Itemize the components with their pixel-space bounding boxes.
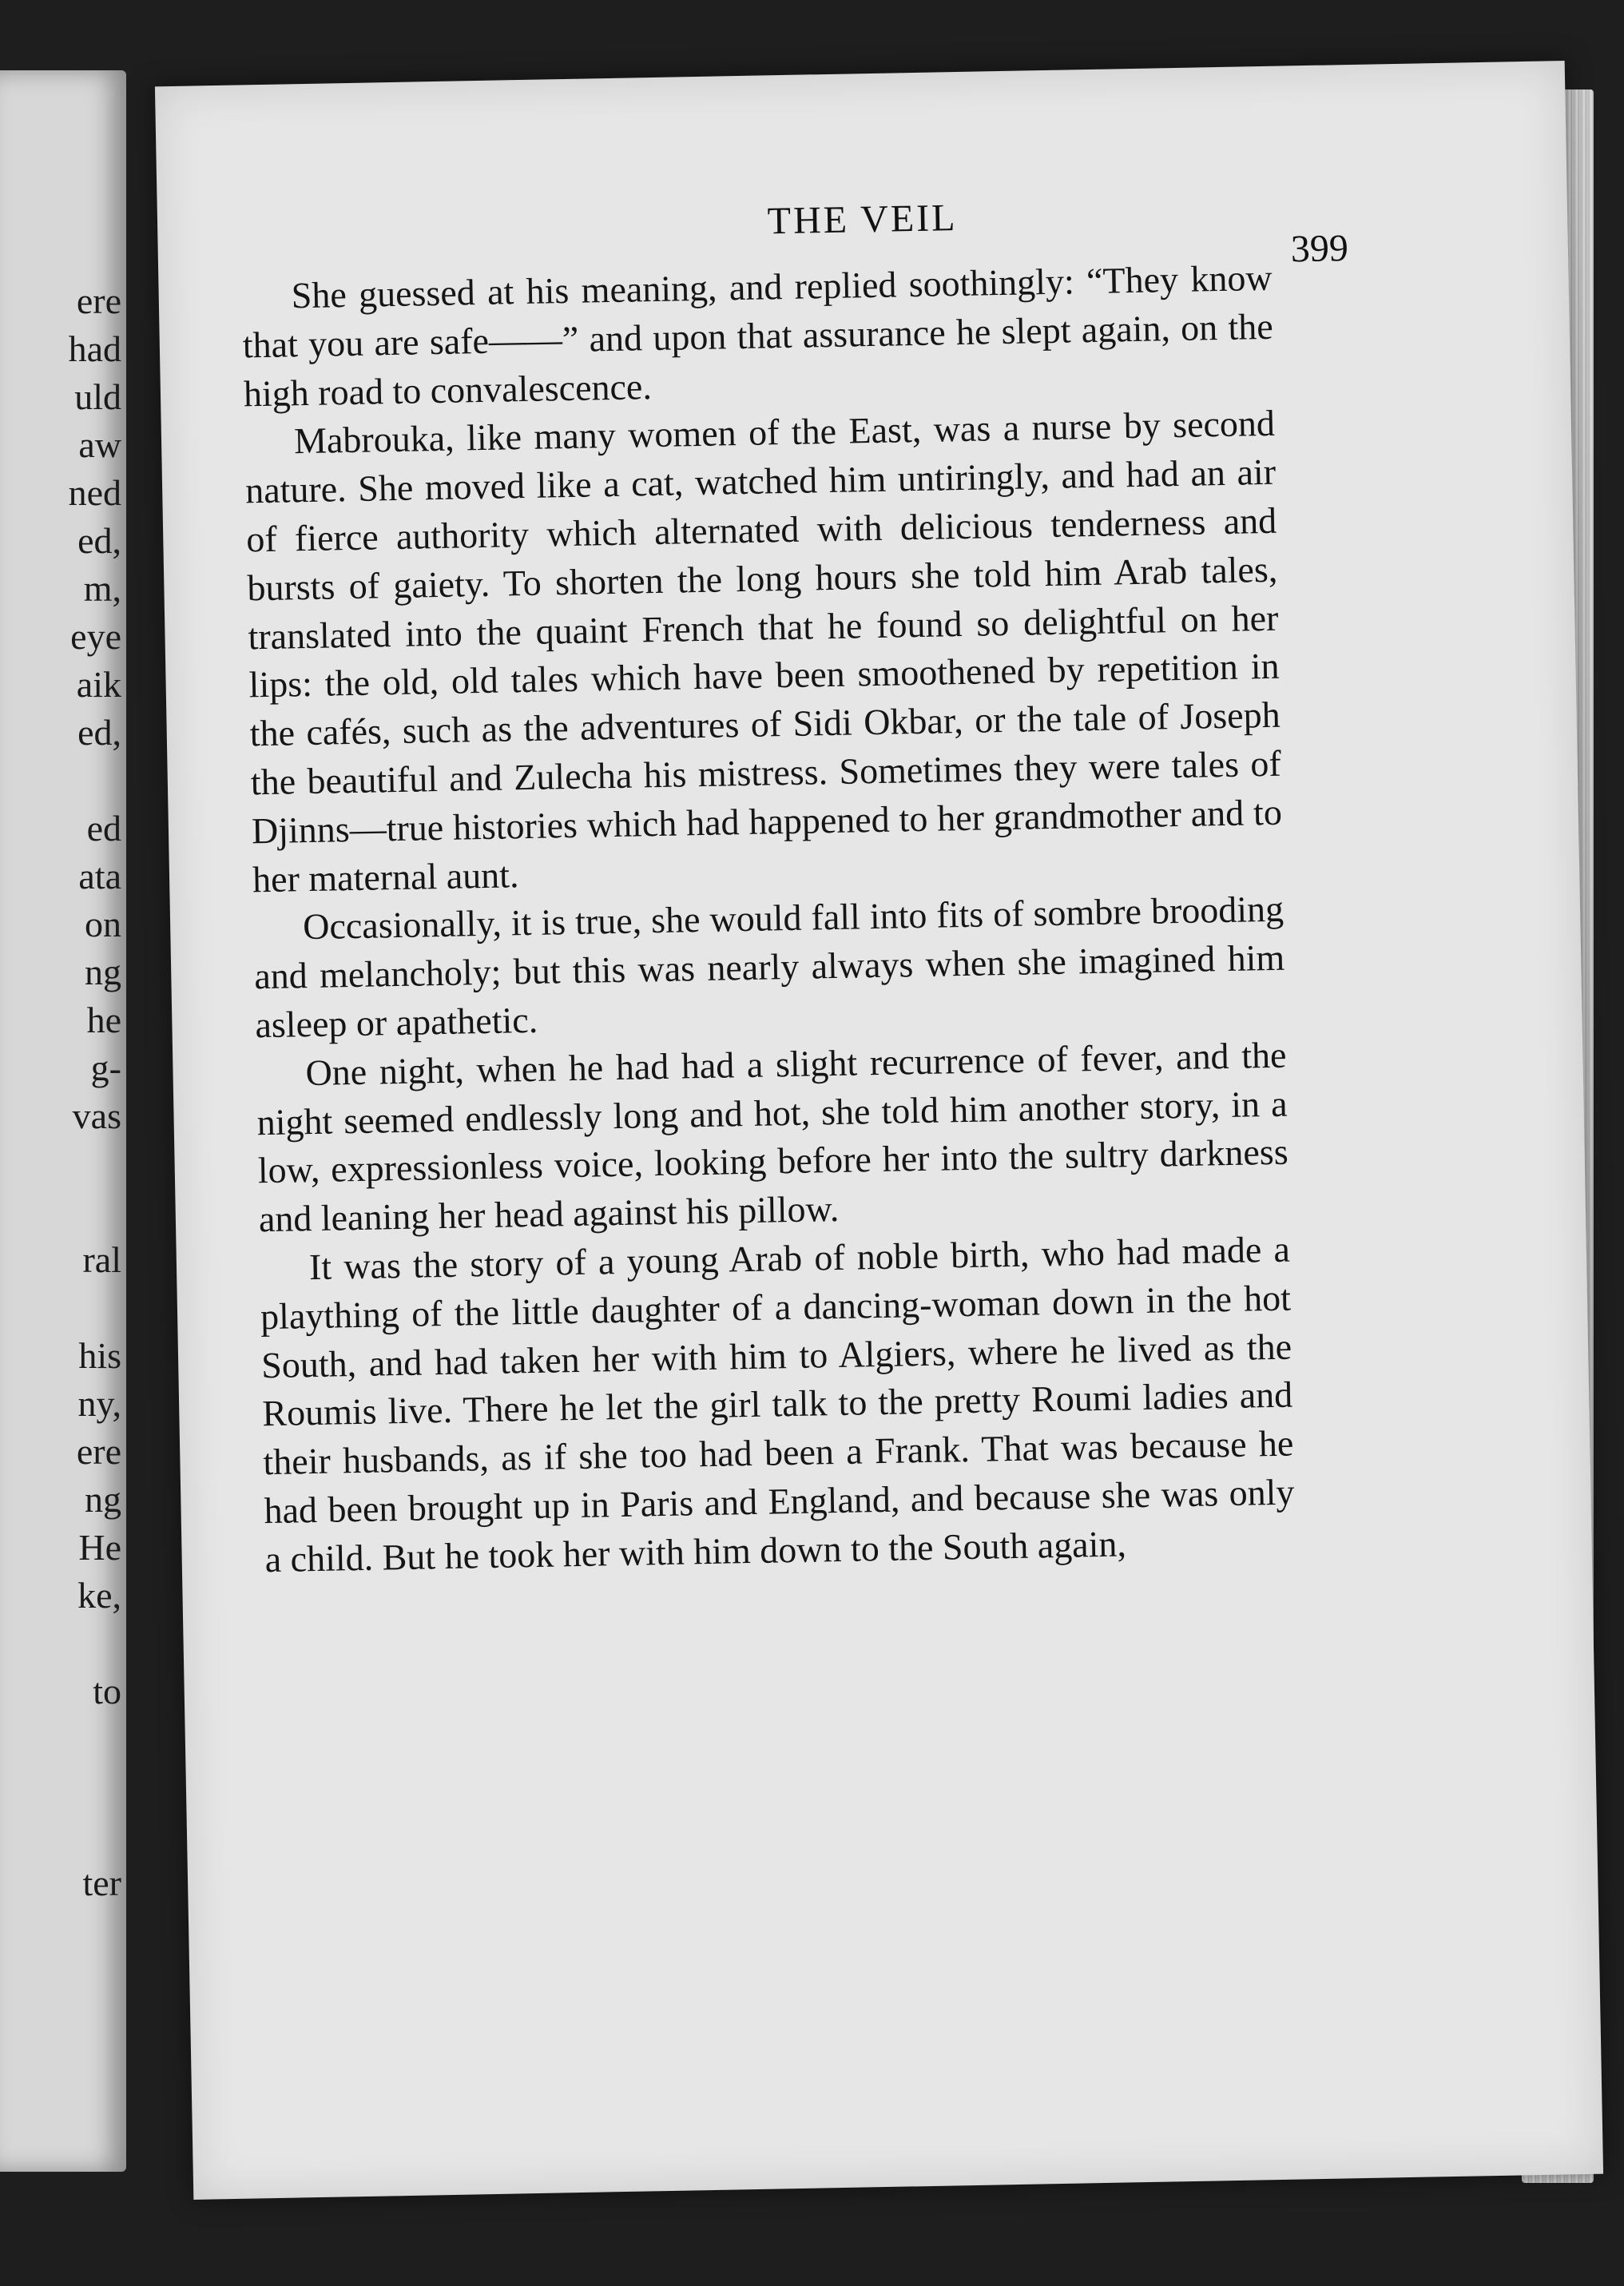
left-page-fragment: uld xyxy=(74,376,121,417)
left-page-fragment: ny, xyxy=(77,1383,121,1424)
page-number: 399 xyxy=(1290,227,1349,271)
left-page-fragment: ral xyxy=(82,1239,121,1280)
body-text xyxy=(241,254,1296,1584)
left-page-fragment: aik xyxy=(76,664,121,705)
paragraph: It was the story of a young Arab of noble birth, who had made a plaything of the little daughter of a dancing-woman down in the hot South, and had taken her with him to Algiers, where he lived as the Roumis live. There he let the girl talk to the pretty Roumi ladies and their husbands, as if she too had been a Frank. That was because he had been brought up in Paris and England, and because she was only a child. But he took her with him down to the South again, xyxy=(260,1228,1295,1580)
running-title: THE VEIL xyxy=(767,197,958,243)
previous-page xyxy=(0,70,126,2172)
left-page-fragment: had xyxy=(68,328,121,369)
left-page-fragment: vas xyxy=(72,1095,121,1136)
left-page-fragment: ter xyxy=(82,1863,121,1903)
left-page-fragment: ere xyxy=(76,280,121,321)
left-page-fragment: g- xyxy=(90,1048,121,1088)
left-page-fragment: ng xyxy=(85,952,121,992)
left-page-fragment: his xyxy=(78,1335,121,1376)
left-page-fragment: ed, xyxy=(77,712,121,753)
left-page-fragment: ere xyxy=(76,1431,121,1472)
paragraph: Occasionally, it is true, she would fall into fits of sombre brooding and melancholy; but this was nearly always when she imagined him asleep or apathetic. xyxy=(253,889,1285,1046)
left-page-fragment: he xyxy=(86,1000,121,1040)
left-page-fragment: m, xyxy=(83,568,121,609)
left-page-fragment: eye xyxy=(70,616,121,657)
paragraph: She guessed at his meaning, and replied soothingly: “They know that you are safe——” and upon that assurance he slept again, on the high road to convalescence. xyxy=(242,256,1274,415)
left-page-fragment: on xyxy=(85,904,121,944)
left-page-fragment: ned xyxy=(68,472,121,513)
left-page-fragment: ke, xyxy=(77,1575,121,1616)
paragraph: Mabrouka, like many women of the East, was a nurse by second nature. She moved like a cat, watched him untiringly, and had an air of fierce authority which alternated with delicious tenderness and bursts of gaiety. To shorten the long hours she told him Arab tales, translated into the quaint French that he found so delightful on her lips: the old, old tales which have been smoothened by repetition in the cafés, such as the adventures of Sidi Okbar, or the tale of Joseph the beautiful and Zulecha his mistress. Sometimes they were tales of Djinns—true histories which had happened to her grandmother and to her maternal aunt. xyxy=(244,403,1283,900)
left-page-fragment: ng xyxy=(85,1479,121,1520)
book-page xyxy=(155,61,1603,2200)
paragraph: One night, when he had had a slight recurrence of fever, and the night seemed endlessly long and hot, she told him another story, in a low, expressionless voice, looking before her into the sultry darkness and leaning her head against his pillow. xyxy=(256,1034,1289,1240)
left-page-fragment: ed, xyxy=(77,520,121,561)
left-page-fragment: aw xyxy=(78,424,121,465)
left-page-fragment: ed xyxy=(86,808,121,849)
left-page-fragment: to xyxy=(93,1671,121,1712)
left-page-fragment: ata xyxy=(78,856,121,897)
left-page-fragment: He xyxy=(78,1527,121,1568)
